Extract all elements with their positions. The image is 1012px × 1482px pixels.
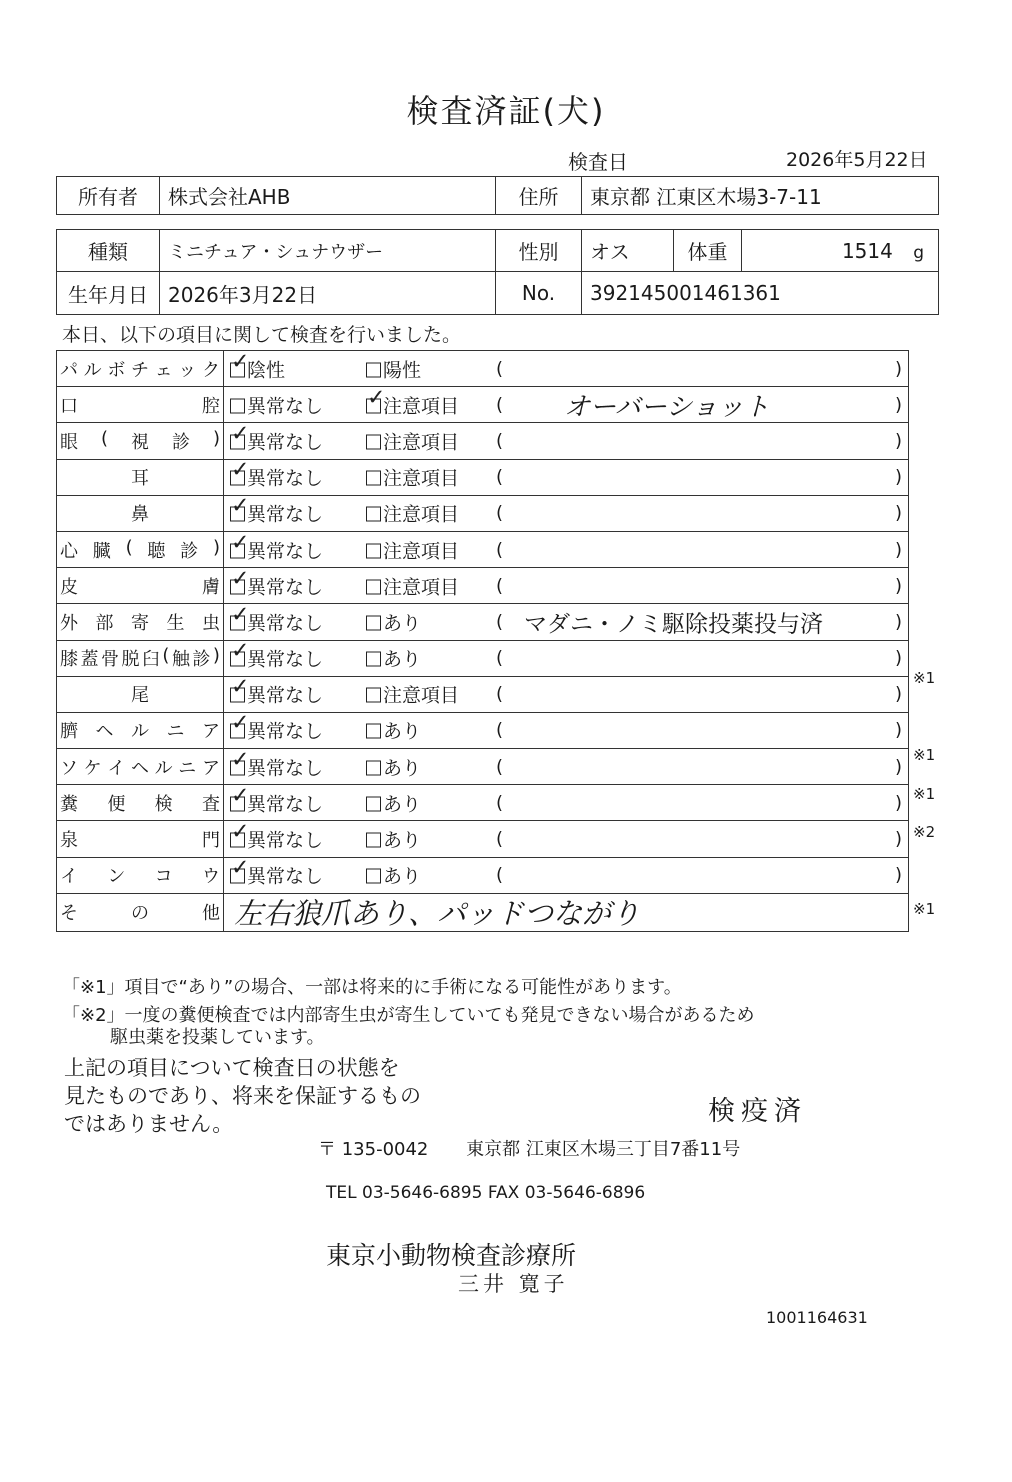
option-normal[interactable] [230,500,323,527]
owner-name: 株式会社AHB [160,177,496,215]
empty-box-icon[interactable] [366,796,381,811]
label-char: ( [100,427,109,449]
checked-box-icon[interactable] [230,869,245,884]
label-char: 視 [131,431,149,453]
footnote-1: 「※1」項目で“あり”の場合、一部は将来的に手術になる可能性があります。 [62,977,682,998]
weight-value: 1514 [841,238,893,263]
empty-box-icon[interactable] [366,579,381,594]
footnote-mark: ※2 [913,823,936,841]
paren-open: ( [496,792,504,814]
paren-open: ( [496,575,504,597]
check-item-body [224,568,909,604]
option-label: あり [383,757,422,780]
checked-box-icon[interactable] [230,362,245,377]
option-label: 異常なし [247,865,324,888]
paren-close: ) [894,575,902,597]
label-char: の [131,903,149,925]
check-item-label [57,387,224,423]
option-label: あり [383,865,422,888]
label-char: 糞 [60,793,78,815]
label-char: ニ [178,757,197,779]
option-label: 異常なし [247,395,324,418]
option-label: あり [383,829,422,852]
label-char: ア [201,757,220,779]
option-label: 異常なし [247,576,324,599]
vet-name: 三井 寛子 [458,1272,569,1296]
check-item-label [57,640,224,676]
label-char: ア [202,721,220,743]
label-char: 触 [171,649,190,671]
serial-number: 1001164631 [766,1308,868,1327]
checked-box-icon[interactable] [230,652,245,667]
empty-box-icon[interactable] [366,615,381,630]
check-item-body [224,423,909,459]
label-char: 骨 [100,649,119,671]
paren-close: ) [894,756,902,778]
check-item-body [224,821,909,857]
checked-box-icon[interactable] [366,398,381,413]
checked-box-icon[interactable] [230,434,245,449]
paren-close: ) [894,394,902,416]
checked-box-icon[interactable] [230,724,245,739]
option-normal[interactable] [230,681,323,708]
check-item-body [224,531,909,567]
clinic-address-line [318,1135,740,1161]
check-row [57,604,909,640]
paren-close: ) [894,539,902,561]
check-item-text [60,500,220,526]
check-item-text [60,356,220,382]
check-item-label [57,676,224,712]
check-item-body [224,604,909,640]
disclaimer-line: 上記の項目について検査日の状態を [64,1056,400,1080]
option-normal[interactable] [230,608,323,635]
check-item-text [60,754,220,780]
check-row [57,821,909,857]
label-char: ル [83,359,102,381]
paren-close: ) [894,683,902,705]
option-abnormal[interactable] [366,608,421,635]
label-char: ル [131,721,149,743]
paren-close: ) [894,502,902,524]
option-label: あり [383,612,422,635]
check-item-text [60,537,220,563]
disclaimer-line: ではありません。 [64,1112,234,1136]
label-char: 臼 [141,649,160,671]
breed: ミニチュア・シュナウザー [160,230,496,272]
label-char: 診 [192,649,211,671]
option-label: 異常なし [247,720,324,743]
paren-open: ( [496,394,504,416]
option-abnormal[interactable] [366,645,421,672]
label-char: ェ [154,359,173,381]
label-char: 口 [60,395,78,417]
check-table [56,350,909,932]
clinic-phone: TEL 03-5646-6895 FAX 03-5646-6896 [326,1183,646,1203]
option-abnormal[interactable] [366,464,459,491]
check-item-text [60,609,220,635]
option-label: 注意項目 [383,395,460,418]
paren-close: ) [894,358,902,380]
checked-box-icon[interactable] [230,543,245,558]
paren-open: ( [496,611,504,633]
label-char: ク [201,359,220,381]
option-label: あり [383,793,422,816]
option-label: 注意項目 [383,576,460,599]
other-label-text [60,899,220,925]
clinic-address: 東京都 江東区木場三丁目7番11号 [466,1139,741,1160]
check-item-text [60,717,220,743]
option-normal[interactable] [230,355,285,382]
paren-close: ) [894,466,902,488]
checked-box-icon[interactable] [230,833,245,848]
check-row [57,531,909,567]
checked-box-icon[interactable] [230,688,245,703]
paren-close: ) [894,828,902,850]
check-row [57,351,909,387]
empty-box-icon[interactable] [366,760,381,775]
check-item-text [60,464,220,490]
checked-box-icon[interactable] [230,579,245,594]
footnote-mark: ※1 [913,669,936,687]
option-normal[interactable] [230,717,323,744]
label-char: ソ [60,757,78,779]
check-item-body [224,387,909,423]
option-label: 異常なし [247,467,324,490]
option-normal[interactable] [230,862,323,889]
check-item-text [60,645,220,671]
empty-box-icon[interactable] [366,362,381,377]
label-char: ウ [201,866,220,888]
check-row [57,749,909,785]
check-item-body [224,640,909,676]
option-label: 異常なし [247,540,324,563]
label-char: 他 [202,903,220,925]
label-char: 生 [166,612,185,634]
label-char: ( [162,645,170,667]
option-abnormal[interactable] [366,753,421,780]
paren-close: ) [894,430,902,452]
paren-open: ( [496,466,504,488]
label-char: ケ [83,757,102,779]
option-normal[interactable] [230,427,323,454]
microchip-no: 392145001461361 [582,272,939,315]
option-label: 陰性 [247,359,286,382]
option-normal[interactable] [230,464,323,491]
paren-open: ( [496,539,504,561]
option-abnormal[interactable] [366,789,421,816]
label-char: 眼 [60,431,78,453]
check-row [57,712,909,748]
empty-box-icon[interactable] [366,869,381,884]
weight-cell [742,230,939,272]
check-item-text [60,862,220,888]
label-char: パ [60,359,78,381]
option-label: 異常なし [247,829,324,852]
check-item-body [224,712,909,748]
label-char: ) [212,645,220,667]
paren-open: ( [496,647,504,669]
check-item-label [57,568,224,604]
label-char: 部 [95,612,114,634]
paren-open: ( [496,358,504,380]
label-char: 皮 [60,576,78,598]
option-label: 注意項目 [383,431,460,454]
check-item-body [224,676,909,712]
check-row [57,387,909,423]
option-label: 注意項目 [383,540,460,563]
option-abnormal[interactable] [366,681,459,708]
check-item-label [57,857,224,893]
label-char: 臓 [92,540,111,562]
option-normal[interactable] [230,789,323,816]
check-item-label [57,423,224,459]
check-item-text [60,826,220,852]
label-char: 検 [154,793,173,815]
checked-box-icon[interactable] [230,471,245,486]
option-normal[interactable] [230,536,323,563]
option-label: あり [383,720,422,743]
label-char: 門 [202,830,220,852]
exam-date-label: 検査日 [568,150,628,174]
option-abnormal[interactable] [366,536,459,563]
quarantine-stamp: 検疫済 [708,1096,807,1127]
option-abnormal[interactable] [366,717,421,744]
option-label: 異常なし [247,612,324,635]
clinic-name: 東京小動物検査診療所 [326,1241,577,1270]
label-char: ) [212,427,220,449]
label-char: 耳 [131,468,149,490]
option-normal[interactable] [230,645,323,672]
check-item-body [224,785,909,821]
option-abnormal[interactable] [366,826,421,853]
label-char: そ [60,903,78,925]
check-item-label [57,351,224,387]
option-label: 注意項目 [383,503,460,526]
check-item-text [60,790,220,816]
label-char: コ [154,866,173,888]
exam-date: 2026年5月22日 [786,149,928,171]
owner-label: 所有者 [57,177,160,215]
footnote-mark: ※1 [913,900,936,918]
label-char: ボ [107,359,126,381]
check-note: マダニ・ノミ駆除投薬投与済 [524,611,823,638]
check-item-text [60,428,220,454]
label-char: 虫 [202,612,220,634]
check-item-text [60,681,220,707]
label-char: ) [212,536,220,558]
footnote-2-cont: 駆虫薬を投薬しています。 [110,1027,325,1048]
empty-box-icon[interactable] [366,543,381,558]
label-char: 診 [171,431,190,453]
label-char: ル [154,757,173,779]
checked-box-icon[interactable] [230,507,245,522]
checked-box-icon[interactable] [230,760,245,775]
check-item-label [57,712,224,748]
label-char: 臍 [60,721,78,743]
option-label: 異常なし [247,503,324,526]
paren-close: ) [894,647,902,669]
checked-box-icon[interactable] [230,796,245,811]
paren-open: ( [496,683,504,705]
option-normal[interactable] [230,391,323,418]
document-title: 検査済証(犬) [406,92,606,130]
check-row [57,857,909,893]
label-char: 脱 [121,649,140,671]
check-item-body [224,351,909,387]
check-row [57,495,909,531]
option-label: 異常なし [247,793,324,816]
other-note: 左右狼爪あり、パッドつながり [234,896,641,931]
disclaimer-line: 見たものであり、将来を保証するもの [64,1084,421,1108]
animal-table [56,229,939,315]
option-normal[interactable] [230,826,323,853]
check-row [57,785,909,821]
option-label: あり [383,648,422,671]
paren-open: ( [496,502,504,524]
check-item-body [224,857,909,893]
option-abnormal[interactable] [366,391,459,418]
paren-close: ) [894,611,902,633]
option-label: 異常なし [247,684,324,707]
option-abnormal[interactable] [366,427,459,454]
paren-open: ( [496,719,504,741]
owner-address: 東京都 江東区木場3-7-11 [582,177,939,215]
check-item-label [57,749,224,785]
no-label: No. [496,272,582,315]
label-char: ヘ [130,757,149,779]
check-item-label [57,531,224,567]
label-char: イ [107,757,126,779]
label-char: ニ [166,721,185,743]
footnote-2: 「※2」一度の糞便検査では内部寄生虫が寄生していても発見できない場合があるため [62,1005,755,1026]
check-item-label [57,604,224,640]
check-item-label [57,459,224,495]
weight-label: 体重 [674,230,742,272]
option-abnormal[interactable] [366,862,421,889]
check-row [57,568,909,604]
empty-box-icon[interactable] [366,724,381,739]
label-char: 診 [180,540,199,562]
option-label: 異常なし [247,757,324,780]
label-char: ッ [178,359,197,381]
other-label [57,893,224,931]
label-char: 便 [107,793,126,815]
postal-code: 〒 135-0042 [318,1139,429,1160]
label-char: チ [130,359,149,381]
empty-box-icon[interactable] [366,688,381,703]
check-item-body [224,495,909,531]
check-item-text [60,392,220,418]
label-char: 尾 [131,685,149,707]
check-row [57,676,909,712]
check-item-label [57,821,224,857]
check-item-body [224,459,909,495]
label-char: 泉 [60,830,78,852]
option-label: 注意項目 [383,467,460,490]
sex: オス [582,230,674,272]
label-char: 膚 [202,576,220,598]
breed-label: 種類 [57,230,160,272]
label-char: 鼻 [131,504,149,526]
paren-close: ) [894,719,902,741]
option-normal[interactable] [230,572,323,599]
label-char: イ [60,866,78,888]
intro-text: 本日、以下の項目に関して検査を行いました。 [62,324,462,346]
paren-open: ( [496,430,504,452]
check-row [57,423,909,459]
paren-close: ) [894,864,902,886]
option-abnormal[interactable] [366,500,459,527]
check-item-label [57,495,224,531]
birth-label: 生年月日 [57,272,160,315]
option-label: 異常なし [247,648,324,671]
label-char: 外 [60,612,78,634]
option-label: 注意項目 [383,684,460,707]
empty-box-icon[interactable] [366,434,381,449]
footnote-mark: ※1 [913,784,936,803]
option-normal[interactable] [230,753,323,780]
other-body [224,893,909,931]
label-char: 査 [201,793,220,815]
check-row [57,459,909,495]
check-item-label [57,785,224,821]
empty-box-icon[interactable] [366,652,381,667]
label-char: 腔 [202,395,220,417]
empty-box-icon[interactable] [366,507,381,522]
checked-box-icon[interactable] [230,615,245,630]
option-label: 異常なし [247,431,324,454]
label-char: 聴 [147,540,166,562]
empty-box-icon[interactable] [230,398,245,413]
label-char: 膝 [60,649,78,671]
label-char: ( [125,536,133,558]
paren-open: ( [496,864,504,886]
weight-unit: g [913,242,924,263]
option-label: 陽性 [383,359,422,382]
label-char: ン [107,866,126,888]
check-row [57,640,909,676]
check-item-body [224,749,909,785]
address-label: 住所 [496,177,582,215]
owner-table [56,176,939,215]
paren-close: ) [894,792,902,814]
paren-open: ( [496,828,504,850]
disclaimer [64,1054,484,1138]
label-char: 心 [60,540,78,562]
label-char: 寄 [131,612,149,634]
option-abnormal[interactable] [366,355,421,382]
option-abnormal[interactable] [366,572,459,599]
check-item-text [60,573,220,599]
check-note: オーバーショット [564,392,770,423]
sex-label: 性別 [496,230,582,272]
label-char: 蓋 [80,649,99,671]
footnote-mark: ※1 [913,746,936,764]
birth-date: 2026年3月22日 [160,272,496,315]
paren-open: ( [496,756,504,778]
empty-box-icon[interactable] [366,471,381,486]
empty-box-icon[interactable] [366,833,381,848]
label-char: ヘ [95,721,114,743]
